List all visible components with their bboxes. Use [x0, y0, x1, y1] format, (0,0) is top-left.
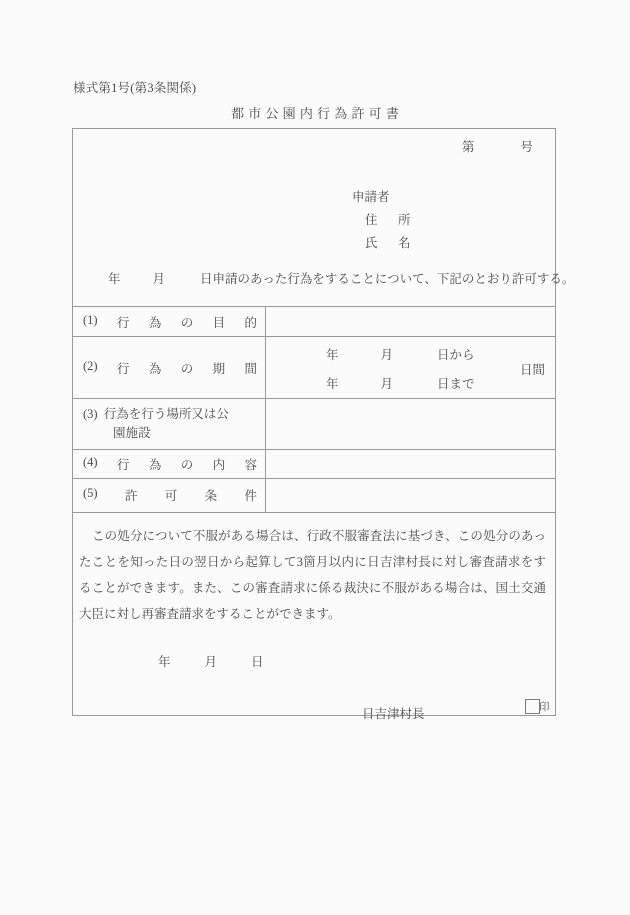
item-2-number: (2) — [83, 358, 98, 373]
period-to-year: 年 — [326, 377, 339, 391]
permit-form-box — [72, 128, 575, 721]
item-2-value-cell[interactable] — [266, 337, 556, 399]
item-1-char-4: 目 — [212, 315, 226, 330]
item-5-char-4: 件 — [244, 489, 257, 504]
item-3-value-cell[interactable] — [266, 399, 556, 450]
period-to-line — [326, 374, 475, 392]
intro-year-label: 年 — [108, 272, 121, 286]
item-5-char-1: 許 — [124, 489, 138, 504]
applicant-address-label: 住 所 — [365, 213, 415, 227]
item-3-number: (3) — [83, 407, 98, 421]
issuing-authority: 日吉津村長 — [362, 706, 425, 721]
table-row — [73, 399, 555, 450]
item-5-char-3: 条 — [204, 489, 218, 504]
signature-row — [79, 701, 550, 723]
item-4-char-5: 容 — [244, 458, 257, 472]
item-2-char-3: の — [180, 361, 194, 376]
item-1-label-cell — [73, 307, 266, 337]
table-row — [73, 307, 555, 337]
table-row — [73, 450, 555, 479]
item-5-number: (5) — [83, 486, 98, 501]
item-1-char-5: 的 — [244, 315, 257, 330]
table-row — [73, 337, 555, 399]
signature-month-label: 月 — [204, 654, 218, 669]
period-from-line — [326, 345, 475, 363]
item-1-char-2: 為 — [148, 315, 162, 330]
intro-statement: 日申請のあった行為をすることについて、下記のとおり許可する。 — [200, 272, 575, 286]
item-5-label-cell — [73, 479, 266, 512]
applicant-name-label: 氏 名 — [365, 236, 415, 250]
document-number-prefix: 第 — [462, 140, 475, 154]
item-2-label-cell — [73, 337, 266, 399]
period-from-month: 月 — [380, 348, 394, 362]
seal-stamp-icon: 印 — [525, 699, 540, 714]
item-4-number: (4) — [83, 455, 98, 469]
item-3-label-line2: 園施設 — [113, 426, 151, 440]
applicant-block — [352, 186, 415, 255]
document-number-suffix: 号 — [520, 140, 534, 154]
permit-items-table — [73, 306, 555, 512]
item-2-char-2: 為 — [148, 361, 162, 376]
item-3-label-cell — [73, 399, 266, 450]
item-4-char-4: 内 — [212, 458, 226, 472]
table-row — [73, 479, 555, 512]
permit-header-section — [73, 129, 575, 306]
item-4-char-2: 為 — [148, 458, 162, 472]
period-to-month: 月 — [380, 377, 394, 391]
item-1-char-1: 行 — [116, 315, 130, 330]
signature-year-label: 年 — [158, 654, 171, 669]
period-from-year: 年 — [326, 348, 339, 362]
permit-intro-line — [108, 269, 574, 287]
appeal-notice-section — [73, 512, 555, 723]
signature-date-line — [145, 649, 546, 675]
form-number: 様式第1号(第3条関係) — [73, 81, 197, 95]
document-title: 都市公園内行為許可書 — [231, 106, 404, 121]
item-1-char-3: の — [180, 315, 194, 330]
item-4-char-3: の — [180, 458, 194, 472]
item-1-number: (1) — [83, 312, 98, 327]
item-5-value-cell[interactable] — [266, 479, 556, 512]
appeal-notice-text: この処分について不服がある場合は、行政不服審査法に基づき、この処分のあったことを知った日の翌日から起算して3箇月以内に日吉津村長に対し審査請求をすることができます。また、この審査請求に係る裁決に不服がある場合は、国土交通大臣に対し再審査請求をすることができます。 — [79, 528, 546, 621]
item-1-value-cell[interactable] — [266, 307, 556, 337]
document-number-line — [462, 137, 533, 155]
item-2-char-5: 間 — [244, 361, 257, 376]
item-2-char-1: 行 — [116, 361, 130, 376]
intro-month-label: 月 — [152, 272, 166, 286]
signature-day-label: 日 — [251, 654, 264, 669]
period-duration-unit: 日間 — [519, 363, 545, 377]
period-from-day: 日から — [437, 348, 475, 362]
item-4-value-cell[interactable] — [266, 450, 556, 479]
item-3-label-line1: 行為を行う場所又は公 — [103, 407, 229, 421]
applicant-heading: 申請者 — [352, 190, 390, 204]
item-2-char-4: 期 — [212, 361, 226, 376]
period-to-day: 日まで — [437, 377, 475, 391]
item-4-label-cell — [73, 450, 266, 479]
item-5-char-2: 可 — [164, 489, 178, 504]
period-fields — [274, 337, 547, 398]
item-4-char-1: 行 — [116, 458, 130, 472]
